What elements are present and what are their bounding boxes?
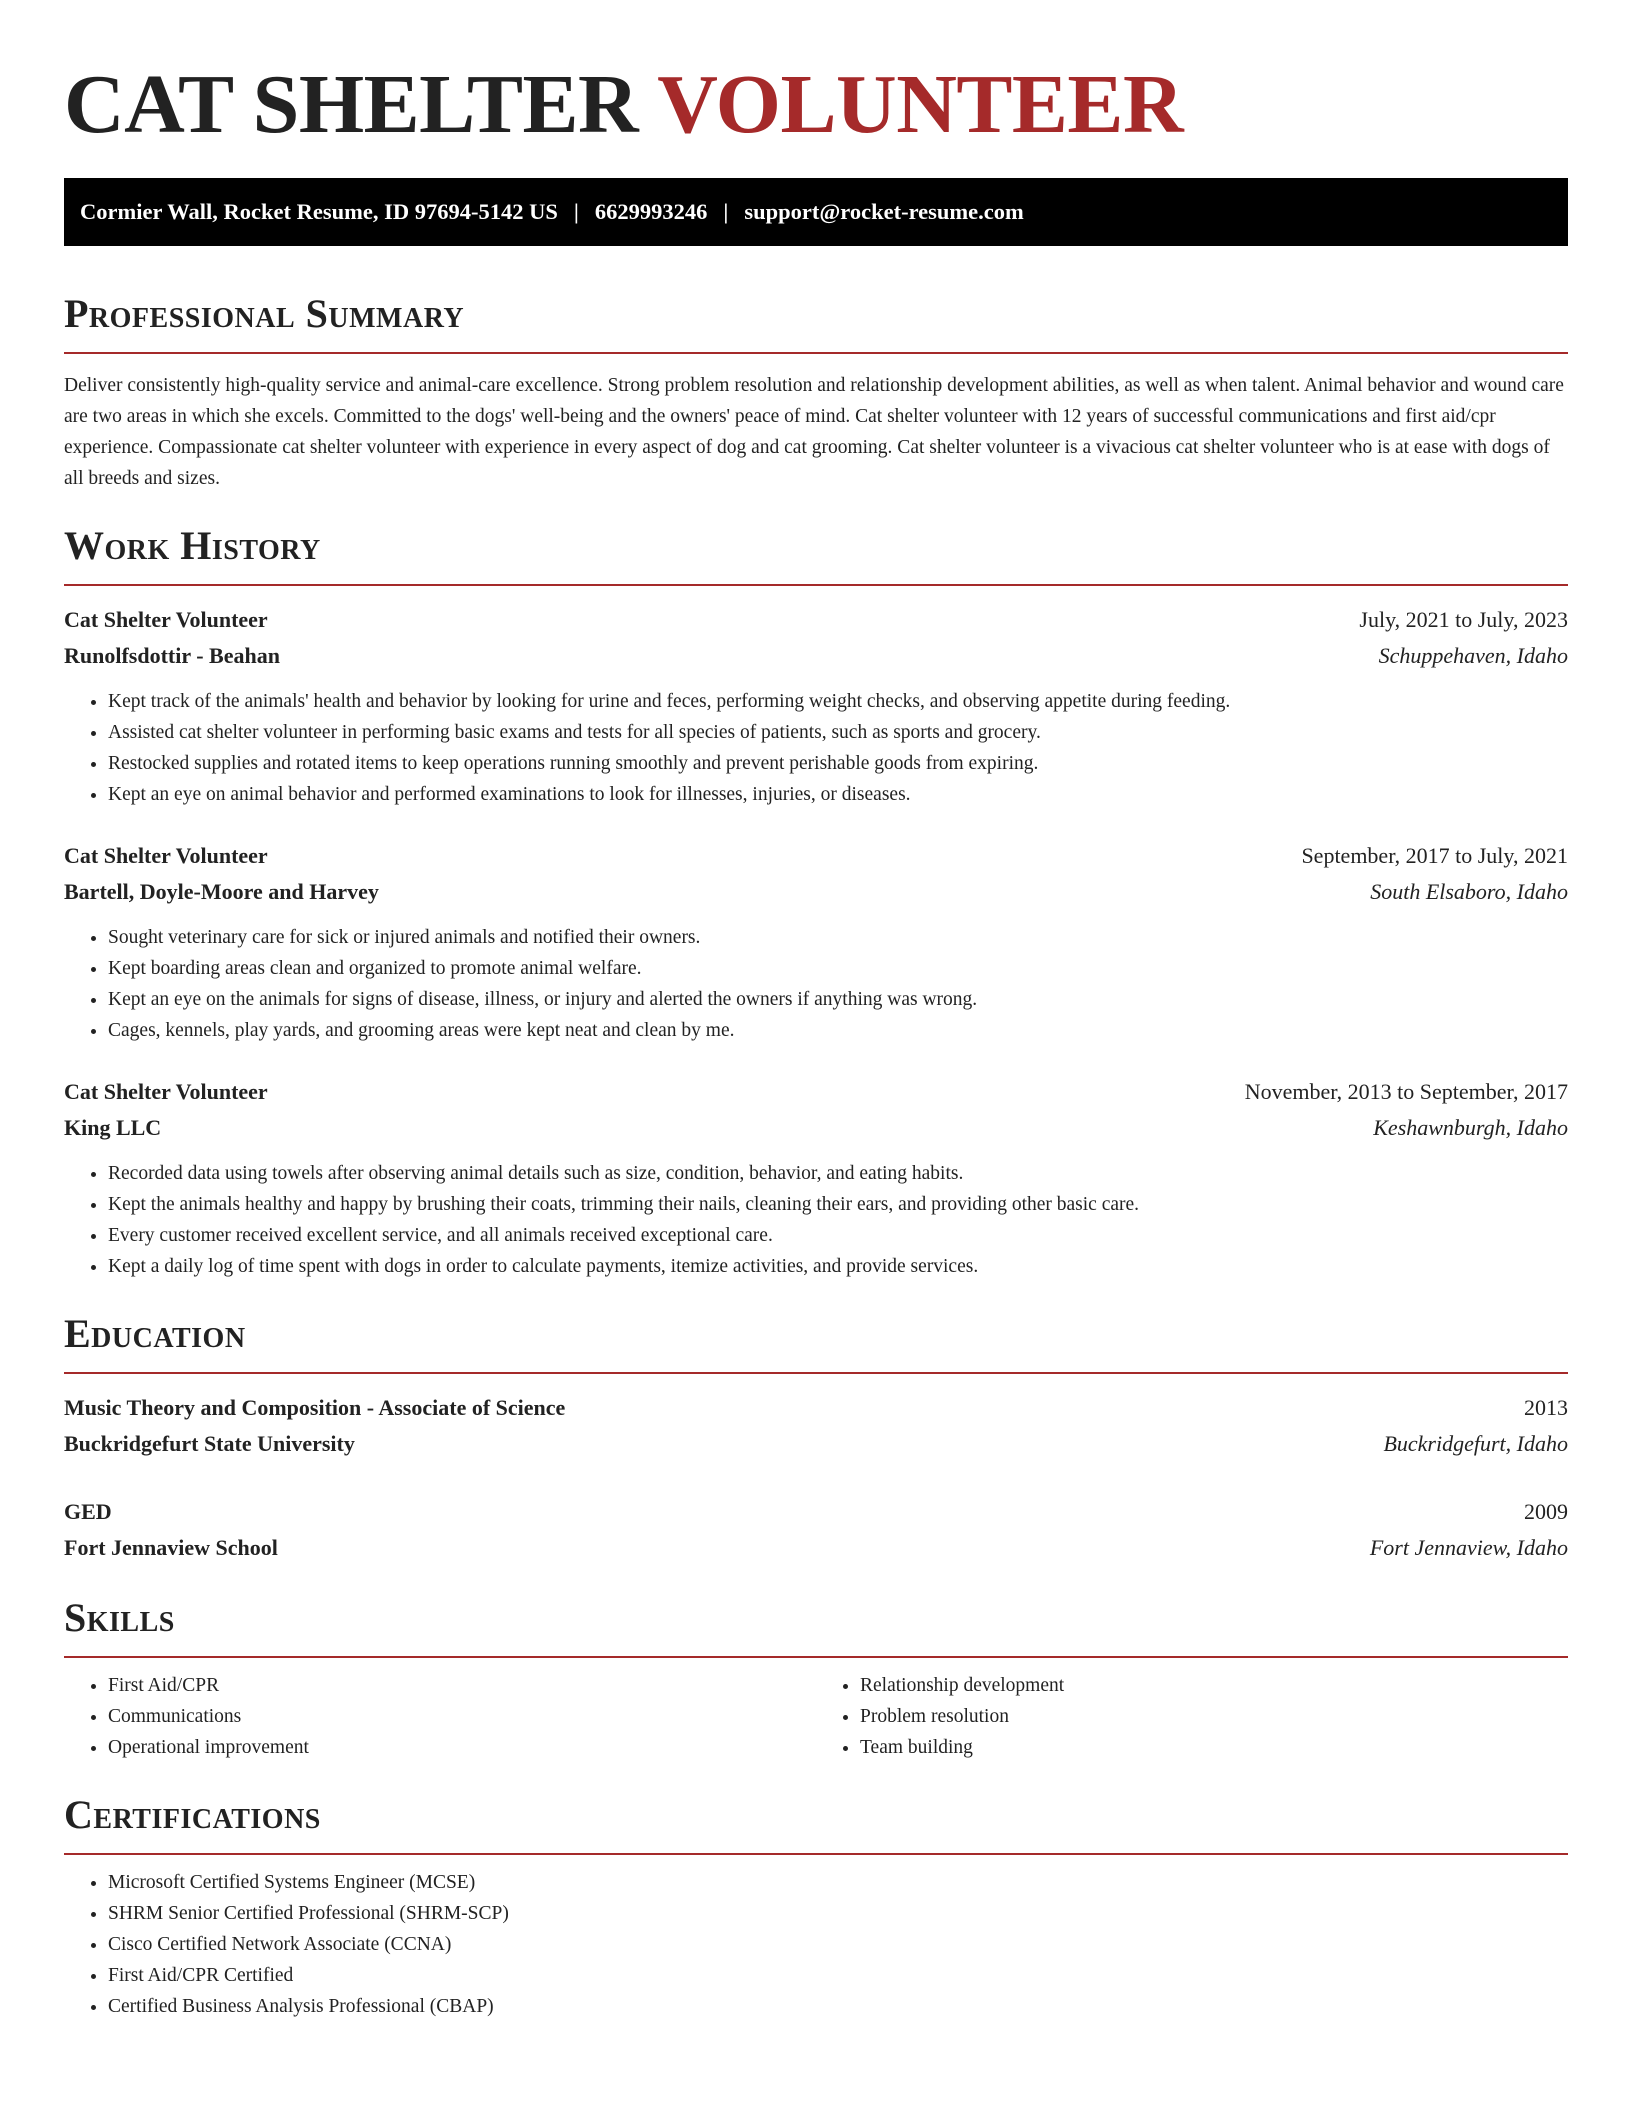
job-bullet: • Restocked supplies and rotated items to keep operations running smoothly and prevent perishable goods from expiring.	[108, 748, 1568, 779]
education-school-row	[64, 1530, 1568, 1566]
job-company-row	[64, 874, 1568, 910]
job-company-row	[64, 638, 1568, 674]
job-bullet: • Kept an eye on the animals for signs of disease, illness, or injury and alerted the owners if anything was wrong.	[108, 984, 1568, 1015]
job-entry	[64, 838, 1568, 1046]
education-degree-row	[64, 1494, 1568, 1530]
job-location: Keshawnburgh, Idaho	[1373, 1115, 1568, 1140]
section-heading: Certifications	[64, 1792, 321, 1837]
skills-grid	[64, 1670, 1568, 1763]
education-degree: Music Theory and Composition - Associate of Science	[64, 1395, 566, 1420]
skills-section	[64, 1594, 1568, 1763]
job-title: Cat Shelter Volunteer	[64, 843, 268, 868]
job-bullet: • Sought veterinary care for sick or injured animals and notified their owners.	[108, 922, 1568, 953]
job-dates: July, 2021 to July, 2023	[1359, 607, 1568, 632]
skills-list-right	[816, 1670, 1568, 1763]
job-bullet: • Kept an eye on animal behavior and performed examinations to look for illnesses, injuries, or diseases.	[108, 779, 1568, 810]
job-location: South Elsaboro, Idaho	[1370, 879, 1568, 904]
job-company: Bartell, Doyle-Moore and Harvey	[64, 879, 379, 904]
job-bullet: • Kept boarding areas clean and organized to promote animal welfare.	[108, 953, 1568, 984]
skill-item: • Problem resolution	[860, 1701, 1568, 1732]
section-divider	[64, 1372, 1568, 1374]
education-location: Buckridgefurt, Idaho	[1383, 1431, 1568, 1456]
education-section	[64, 1310, 1568, 1566]
certification-item: • SHRM Senior Certified Professional (SHRM-SCP)	[108, 1898, 1568, 1929]
certification-item: • Microsoft Certified Systems Engineer (MCSE)	[108, 1867, 1568, 1898]
certification-item: • Cisco Certified Network Associate (CCNA)	[108, 1929, 1568, 1960]
education-location: Fort Jennaview, Idaho	[1369, 1535, 1568, 1560]
education-school-row	[64, 1426, 1568, 1462]
section-heading: Work History	[64, 523, 321, 568]
job-bullet: • Every customer received excellent service, and all animals received exceptional care.	[108, 1220, 1568, 1251]
education-degree: GED	[64, 1499, 112, 1524]
skill-item: • Communications	[108, 1701, 816, 1732]
education-year: 2009	[1524, 1499, 1568, 1524]
section-divider	[64, 1656, 1568, 1658]
job-company: Runolfsdottir - Beahan	[64, 643, 280, 668]
job-bullet: • Kept a daily log of time spent with dogs in order to calculate payments, itemize activities, and provide services.	[108, 1251, 1568, 1282]
job-bullet: • Assisted cat shelter volunteer in performing basic exams and tests for all species of patients, such as sports and grocery.	[108, 717, 1568, 748]
certifications-list	[64, 1867, 1568, 2022]
contact-phone: 6629993246	[594, 199, 708, 224]
job-title: Cat Shelter Volunteer	[64, 1079, 268, 1104]
job-bullet: • Recorded data using towels after observing animal details such as size, condition, behavior, and eating habits.	[108, 1158, 1568, 1189]
section-heading: Skills	[64, 1595, 175, 1640]
title-main: CAT SHELTER	[64, 58, 639, 151]
title-accent: VOLUNTEER	[657, 58, 1184, 151]
job-title: Cat Shelter Volunteer	[64, 607, 268, 632]
job-bullets	[64, 686, 1568, 810]
contact-email: support@rocket-resume.com	[744, 199, 1024, 224]
skills-list-left	[64, 1670, 816, 1763]
job-title-row	[64, 1074, 1568, 1110]
section-heading: Professional Summary	[64, 291, 465, 336]
education-entry	[64, 1494, 1568, 1566]
work-history-section	[64, 522, 1568, 1282]
resume-title	[64, 0, 1568, 154]
section-divider	[64, 1853, 1568, 1855]
section-heading: Education	[64, 1311, 246, 1356]
job-company: King LLC	[64, 1115, 162, 1140]
job-bullets	[64, 922, 1568, 1046]
contact-separator: |	[573, 199, 579, 224]
education-year: 2013	[1524, 1395, 1568, 1420]
contact-bar	[64, 178, 1568, 246]
skill-item: • Relationship development	[860, 1670, 1568, 1701]
job-dates: September, 2017 to July, 2021	[1301, 843, 1568, 868]
section-divider	[64, 352, 1568, 354]
job-bullet: • Kept track of the animals' health and behavior by looking for urine and feces, performing weight checks, and observing appetite during feeding.	[108, 686, 1568, 717]
education-school: Fort Jennaview School	[64, 1535, 278, 1560]
education-degree-row	[64, 1390, 1568, 1426]
education-entry	[64, 1390, 1568, 1462]
skill-item: • Operational improvement	[108, 1732, 816, 1763]
certification-item: • First Aid/CPR Certified	[108, 1960, 1568, 1991]
skill-item: • First Aid/CPR	[108, 1670, 816, 1701]
job-entry	[64, 1074, 1568, 1282]
contact-separator: |	[723, 199, 729, 224]
job-bullet: • Kept the animals healthy and happy by brushing their coats, trimming their nails, cleaning their ears, and providing other basic care.	[108, 1189, 1568, 1220]
education-school: Buckridgefurt State University	[64, 1431, 355, 1456]
summary-section	[64, 290, 1568, 494]
job-title-row	[64, 602, 1568, 638]
summary-text: Deliver consistently high-quality service and animal-care excellence. Strong problem resolution and relationship development abilities, as well as when talent. Animal behavior and wound care are two areas in which she excels. Committed to the dogs' well-being and the owners' peace of mind. Cat shelter volunteer with 12 years of successful communications and first aid/cpr experience. Compassionate cat shelter volunteer with experience in every aspect of dog and cat grooming. Cat shelter volunteer is a vivacious cat shelter volunteer who is at ease with dogs of all breeds and sizes.	[64, 375, 1564, 489]
job-entry	[64, 602, 1568, 810]
job-bullets	[64, 1158, 1568, 1282]
job-bullet: • Cages, kennels, play yards, and grooming areas were kept neat and clean by me.	[108, 1015, 1568, 1046]
skill-item: • Team building	[860, 1732, 1568, 1763]
job-company-row	[64, 1110, 1568, 1146]
job-title-row	[64, 838, 1568, 874]
section-divider	[64, 584, 1568, 586]
certification-item: • Certified Business Analysis Professional (CBAP)	[108, 1991, 1568, 2022]
certifications-section	[64, 1791, 1568, 2022]
job-location: Schuppehaven, Idaho	[1378, 643, 1568, 668]
job-dates: November, 2013 to September, 2017	[1244, 1079, 1568, 1104]
contact-address: Cormier Wall, Rocket Resume, ID 97694-5142 US	[80, 199, 558, 224]
